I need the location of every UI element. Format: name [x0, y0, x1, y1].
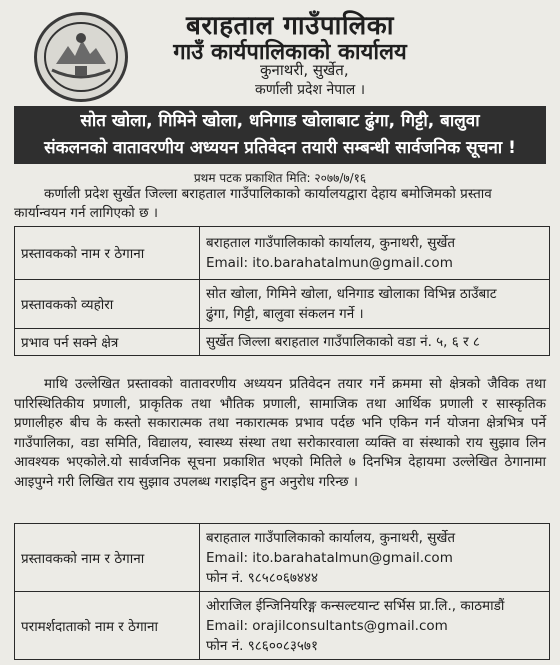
banner-line-1: सोत खोला, गिमिने खोला, धनिगाड खोलाबाट ढुंगा, गिट्टी, बालुवा: [80, 111, 480, 131]
row-label: परामर्शदाताको नाम र ठेगाना: [15, 592, 200, 660]
table-row: [15, 524, 550, 592]
banner-line-2: संकलनको वातावरणीय अध्ययन प्रतिवेदन तयारी सम्बन्धी सार्वजनिक सूचना !: [44, 138, 516, 158]
email-text: Email: ito.barahatalmun@gmail.com: [206, 549, 453, 566]
intro-paragraph: कर्णाली प्रदेश सुर्खेत जिल्ला बराहताल गाउँपालिकाको कार्यालयद्वारा देहाय बमोजिमको प्रस्ताव कार्यान्वयन गर्न लागिएको छ ।: [14, 186, 492, 221]
row-value: [200, 329, 550, 356]
table-row: [15, 592, 550, 660]
notice-header: [0, 0, 560, 104]
municipality-emblem-logo: [34, 12, 128, 102]
email-text: Email: orajilconsultants@gmail.com: [206, 617, 448, 634]
office-subtitle: गाउँ कार्यपालिकाको कार्यालय: [173, 40, 407, 65]
emblem-icon: [42, 20, 120, 94]
value-line: ओराजिल ईन्जिनियरिङ्ग कन्सल्टयान्ट सर्भिस प्रा.लि., काठमाडौं: [206, 597, 505, 614]
row-value: [200, 227, 550, 280]
row-value: [200, 524, 550, 592]
row-label: प्रस्तावकको व्यहोरा: [15, 280, 200, 329]
phone-text: फोन नं. ९८५८०६७४४४: [206, 569, 318, 586]
phone-text: फोन नं. ९८६००८३५७१: [206, 637, 318, 654]
row-label: प्रभाव पर्न सक्ने क्षेत्र: [15, 329, 200, 356]
notice-title-banner: [14, 106, 546, 164]
contact-table: [14, 523, 550, 660]
email-text: Email: ito.barahatalmun@gmail.com: [206, 255, 453, 271]
value-line: सोत खोला, गिमिने खोला, धनिगाड खोलाका विभिन्न ठाउँबाट: [206, 286, 497, 302]
office-name: बराहताल गाउँपालिका: [186, 11, 394, 41]
value-line: ढुंगा, गिट्टी, बालुवा संकलन गर्ने ।: [206, 306, 364, 322]
row-label: प्रस्तावकको नाम र ठेगाना: [15, 227, 200, 280]
body-paragraph: माथि उल्लेखित प्रस्तावको वातावरणीय अध्ययन प्रतिवेदन तयार गर्ने क्रममा सो क्षेत्रको जैविक तथा पारिस्थितिकीय प्रणाली, प्राकृतिक तथा भौतिक प्रणाली, सामाजिक तथा आर्थिक प्रणाली र सास्कृतिक प्रणालीहरु बीच के कस्तो सकारात्मक तथा नकारात्मक प्रभाव पर्दछ भनि एकिन गर्न योजना क्षेत्रभित्र पर्ने गाउँपालिका, वडा समिति, विद्यालय, स्वास्थ्य संस्था तथा सरोकारवाला व्यक्ति वा संस्थाको राय सुझाव लिन आवश्यक भएकोले.यो सार्वजनिक सूचना प्रकाशित भएको मितिले ७ दिनभित्र देहायमा उल्लेखित ठेगानामा आइपुग्ने गरी लिखित राय सुझाव उपलब्ध गराइदिन हुन अनुरोध गरिन्छ ।: [14, 376, 546, 490]
row-label: प्रस्तावकको नाम र ठेगाना: [15, 524, 200, 592]
proposal-details-table: [14, 226, 550, 356]
table-row: [15, 280, 550, 329]
value-line: बराहताल गाउँपालिकाको कार्यालय, कुनाथरी, सुर्खेत: [206, 529, 456, 546]
publication-date: प्रथम पटक प्रकाशित मिति: २०७७/७/१६: [193, 171, 367, 185]
office-location: कुनाथरी, सुर्खेत,: [260, 61, 349, 79]
table-row: [15, 329, 550, 356]
table-row: [15, 227, 550, 280]
office-province: कर्णाली प्रदेश नेपाल ।: [255, 82, 366, 98]
row-value: [200, 280, 550, 329]
value-line: बराहताल गाउँपालिकाको कार्यालय, कुनाथरी, सुर्खेत: [206, 235, 456, 251]
value-line: सुर्खेत जिल्ला बराहताल गाउँपालिकाको वडा नं. ५, ६ र ८: [206, 334, 480, 350]
row-value: [200, 592, 550, 660]
